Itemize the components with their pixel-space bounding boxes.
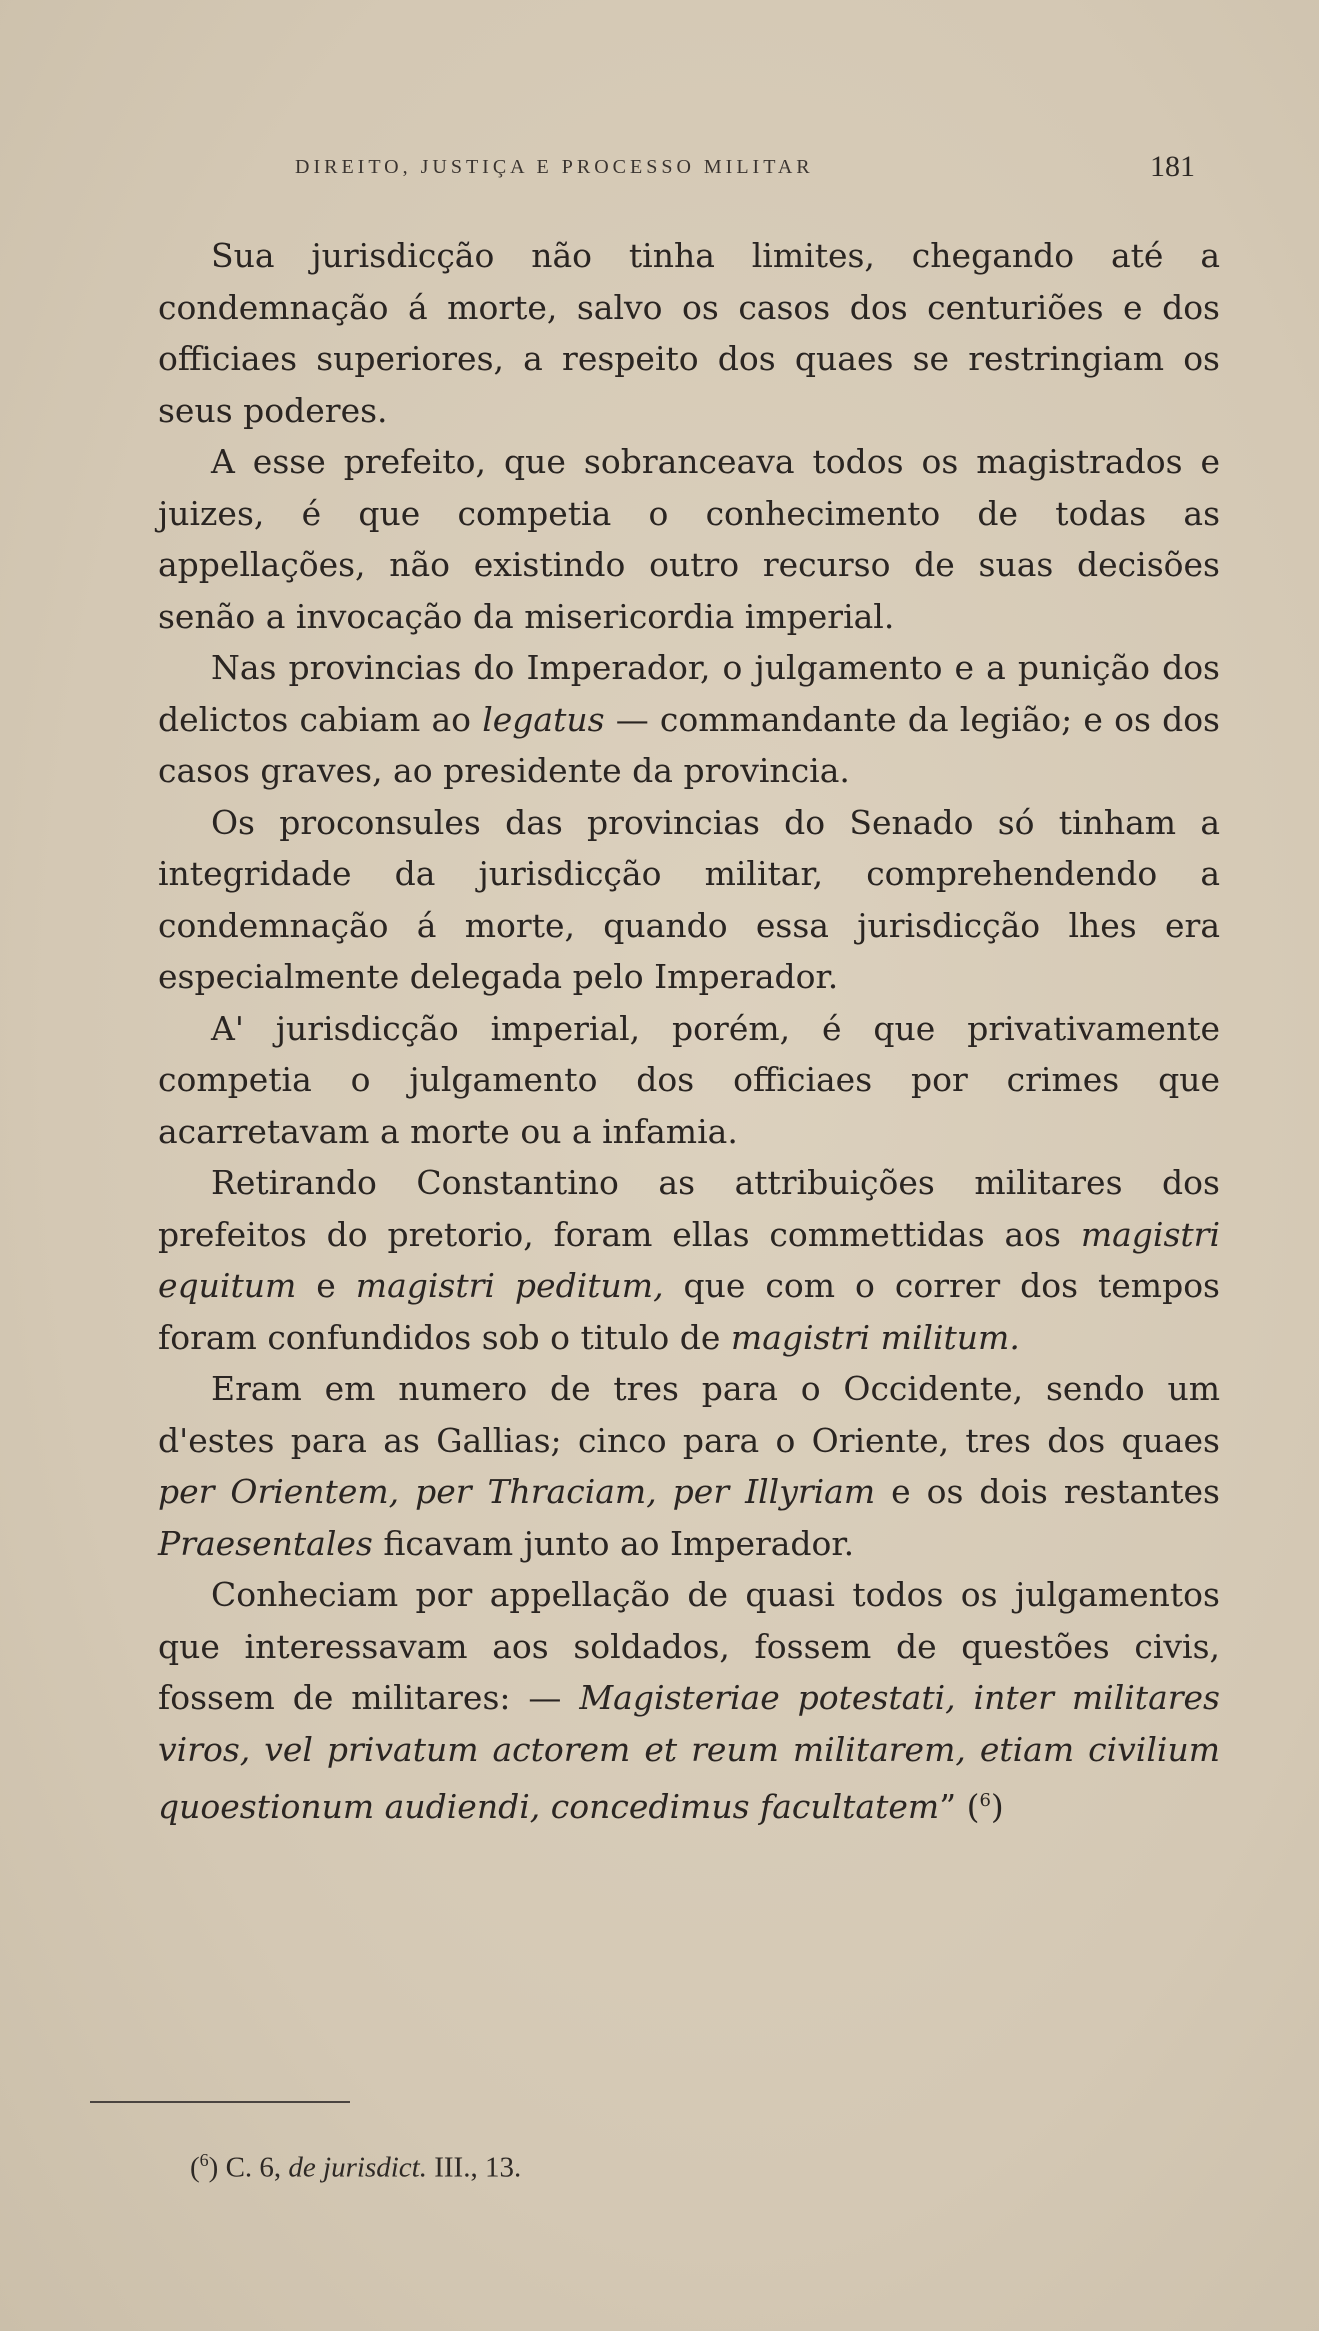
term-legatus: legatus	[482, 699, 605, 739]
p3-text-a: Nas provincias do Imperador, o julgamento e a punição dos delictos cabiam ao	[158, 648, 1220, 739]
running-head-title: DIREITO, JUSTIÇA E PROCESSO MILITAR	[295, 156, 814, 178]
paragraph-4: Os proconsules das provincias do Senado só tinham a integridade da jurisdicção militar, comprehendendo a condemnação á morte, quando essa jurisdicção lhes era especialmente delegada pelo Imperador.	[158, 802, 1220, 996]
p8-text-a: Conheciam por appellação de quasi todos os julgamentos que interessavam aos soldados, fossem de questões civis, fossem de militares: —	[158, 1575, 1220, 1717]
latin-quote: Magisteriae potestati, inter militares viros, vel privatum actorem et reum militarem, etiam civilium quoestionum audiendi, concedimus facultatem	[158, 1678, 1220, 1826]
term-praesentales: Praesentales	[158, 1523, 373, 1563]
footnote-open: (	[190, 2151, 200, 2184]
footnote	[190, 2150, 521, 2185]
p7-text-b: e os dois restantes	[875, 1472, 1220, 1511]
p6-text-c: que com o correr dos tempos foram confundidos sob o titulo de	[158, 1266, 1220, 1357]
paragraph-2: A esse prefeito, que sobranceava todos os magistrados e juizes, é que competia o conhecimento de todas as appellações, não existindo outro recurso de suas decisões senão a invocação da misericordia imperial.	[158, 442, 1220, 636]
term-magistri-equitum: magistri equitum	[158, 1214, 1220, 1305]
term-magistri-peditum: magistri peditum,	[355, 1266, 664, 1305]
running-head	[295, 150, 1195, 190]
paragraph-8	[158, 1569, 1220, 1833]
footnote-text: ) C. 6,	[208, 2151, 289, 2184]
paragraph-6	[158, 1157, 1220, 1363]
p6-text-b: e	[296, 1266, 356, 1305]
p7-text-c: ficavam junto ao Imperador.	[372, 1523, 855, 1563]
footnote-rest: III., 13.	[426, 2151, 522, 2184]
footnote-source: de jurisdict.	[288, 2151, 427, 2184]
p8-text-c: )	[990, 1787, 1004, 1826]
p7-text-a: Eram em numero de tres para o Occidente, sendo um d'estes para as Gallias; cinco para o Oriente, tres dos quaes	[158, 1369, 1220, 1460]
term-magistri-militum: magistri militum.	[730, 1317, 1020, 1357]
p6-text-a: Retirando Constantino as attribuições militares dos prefeitos do pretorio, foram ellas commettidas aos	[158, 1163, 1220, 1254]
footnote-reference[interactable]: 6	[979, 1790, 991, 1811]
paragraph-1: Sua jurisdicção não tinha limites, chegando até a condemnação á morte, salvo os casos dos centuriões e dos officiaes superiores, a respeito dos quaes se restringiam os seus poderes.	[158, 236, 1220, 430]
footnote-number: 6	[199, 2150, 209, 2170]
body-text	[158, 230, 1220, 1833]
term-per-orientem: per Orientem, per Thraciam, per Illyriam	[158, 1472, 876, 1511]
p8-text-b: ” (	[939, 1787, 980, 1826]
paragraph-3	[158, 642, 1220, 797]
paragraph-5: A' jurisdicção imperial, porém, é que privativamente competia o julgamento dos officiaes por crimes que acarretavam a morte ou a infamia.	[158, 1008, 1220, 1151]
page-number: 181	[1150, 150, 1195, 183]
paragraph-7	[158, 1363, 1220, 1569]
p3-text-b: — commandante da legião; e os dos casos graves, ao presidente da provincia.	[158, 699, 1220, 790]
footnote-divider	[90, 2101, 350, 2103]
